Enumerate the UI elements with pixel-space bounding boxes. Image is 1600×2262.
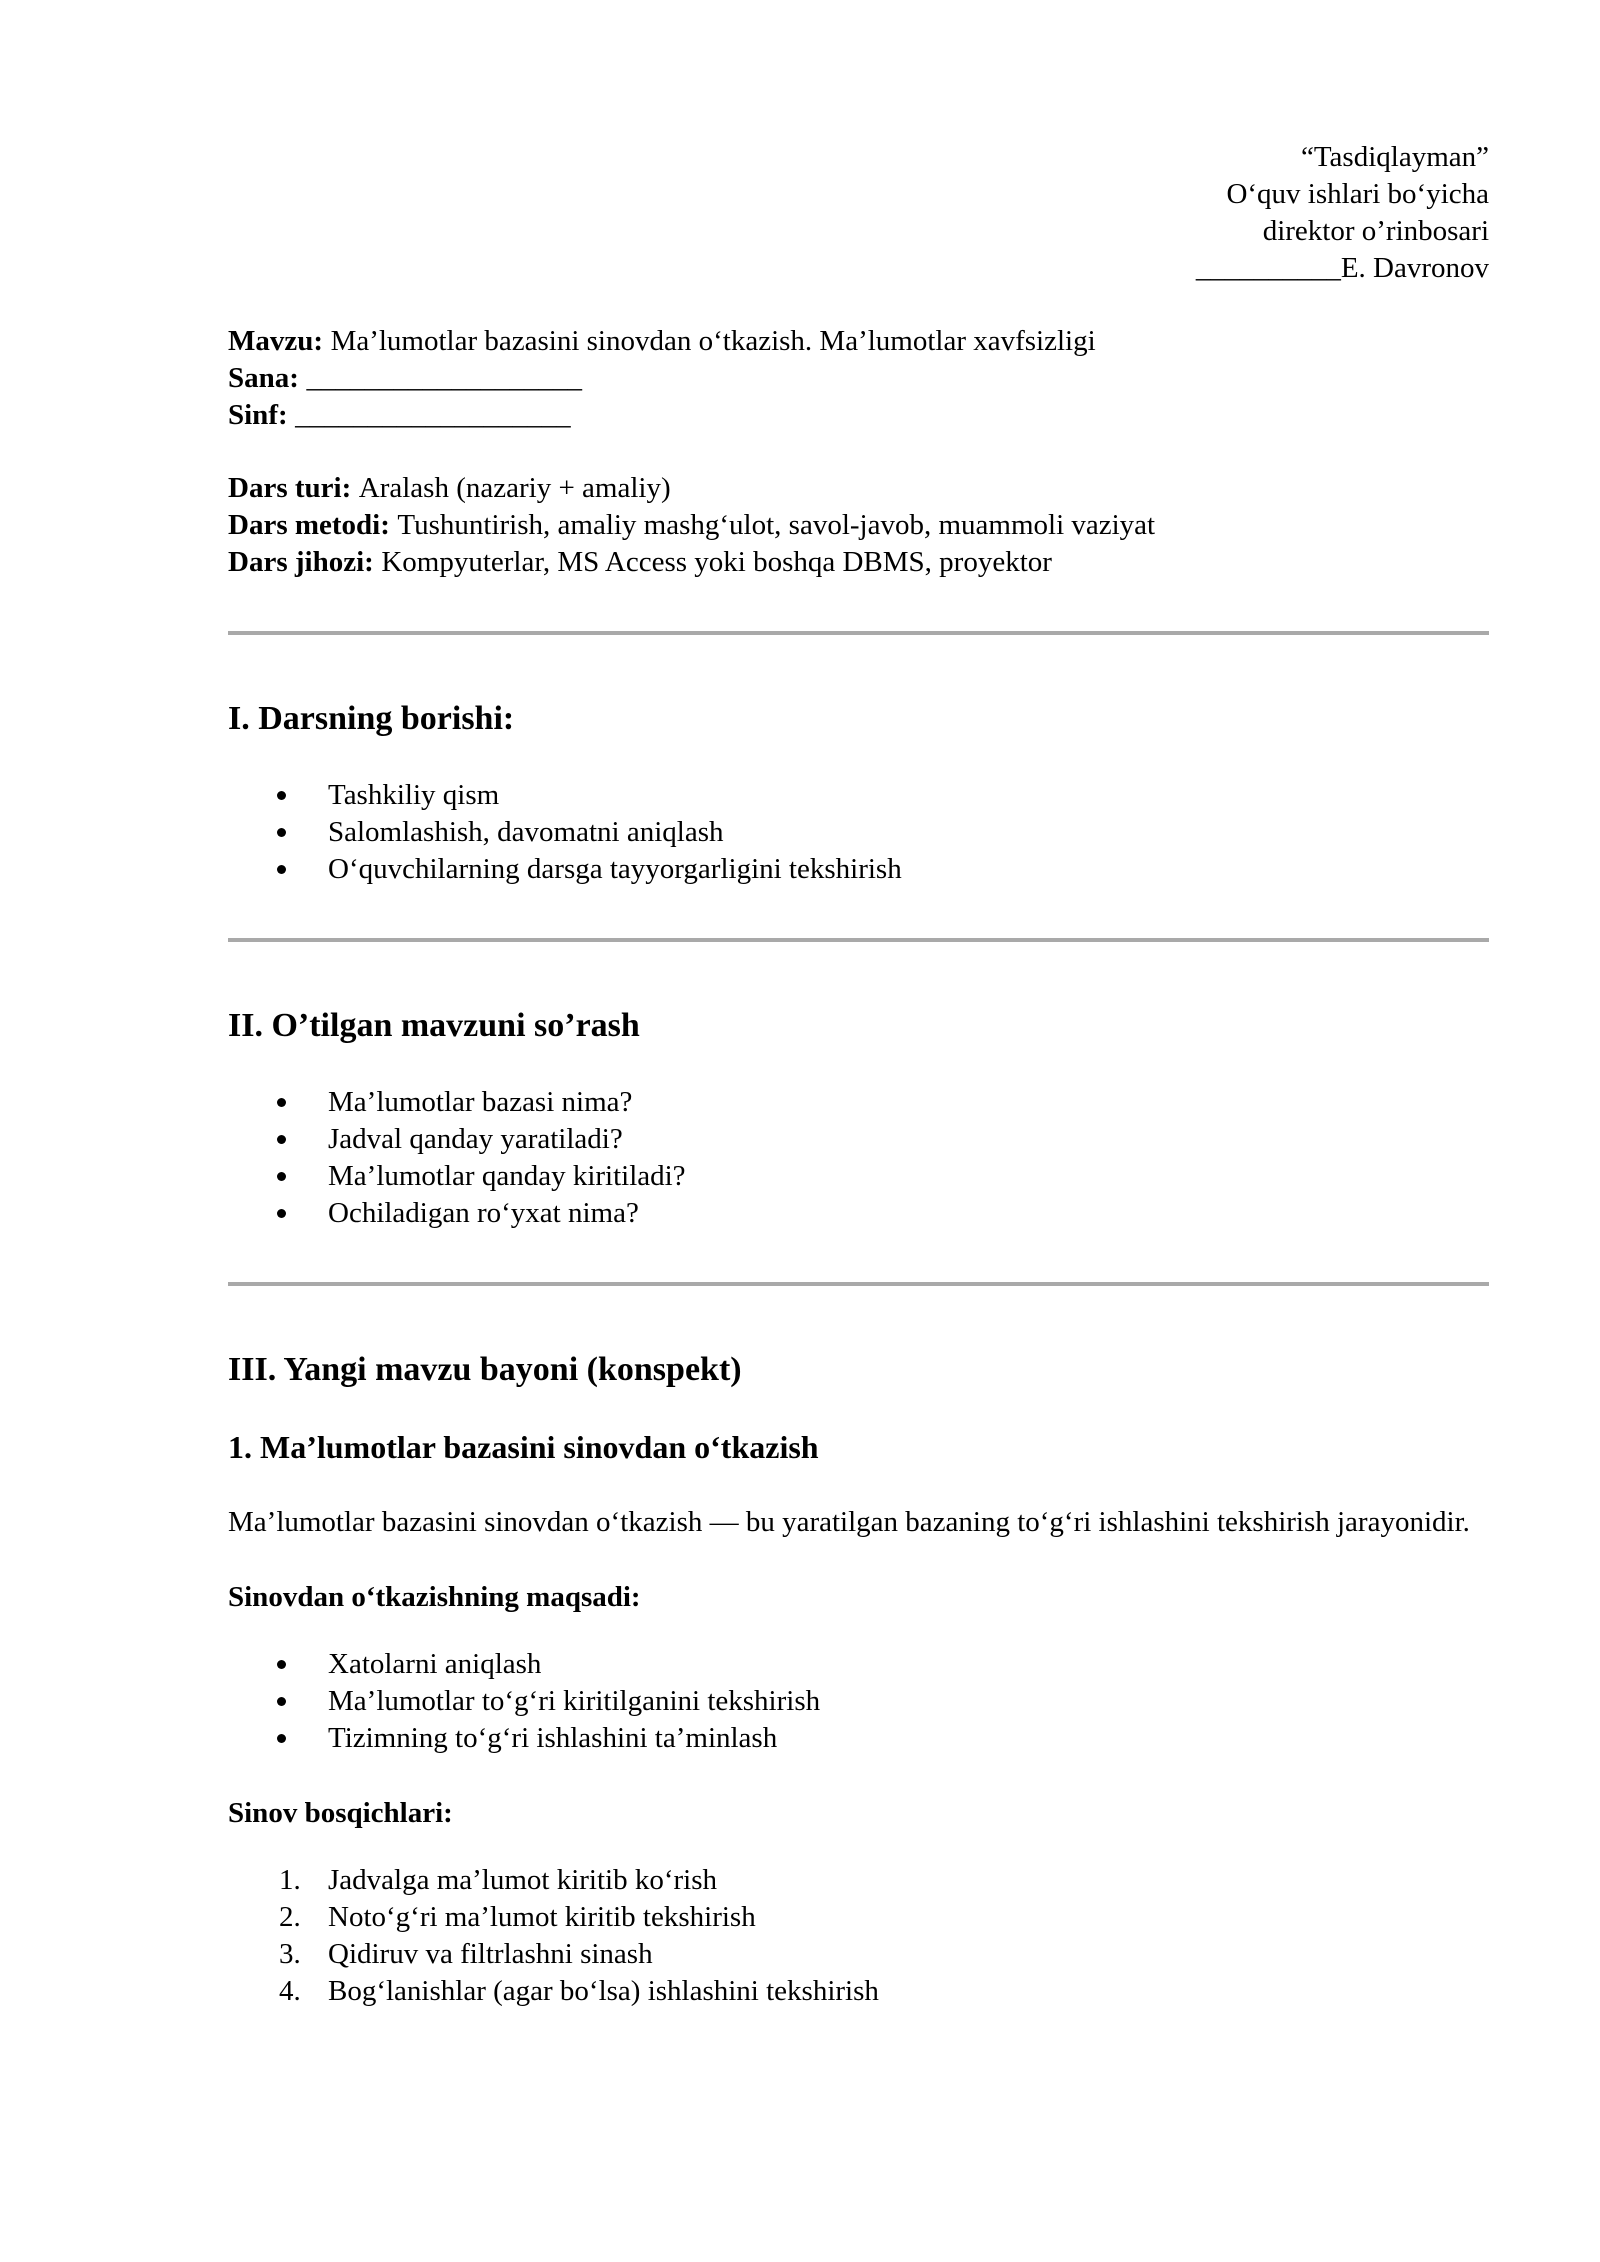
lesson-equipment-row (228, 544, 1489, 581)
list-item: Salomlashish, davomatni aniqlash (228, 814, 1489, 851)
section-divider-2 (228, 938, 1489, 942)
list-item: Bog‘lanishlar (agar bo‘lsa) ishlashini tekshirish (328, 1975, 879, 2007)
section-1-list (228, 777, 1489, 888)
approval-block (228, 139, 1489, 287)
lesson-method-value: Tushuntirish, amaliy mashg‘ulot, savol-javob, muammoli vaziyat (397, 509, 1156, 541)
list-item: Qidiruv va filtrlashni sinash (328, 1938, 653, 1970)
meta-block (228, 323, 1489, 434)
list-item: Ma’lumotlar qanday kiritiladi? (228, 1158, 1489, 1195)
section-3-subheading: 1. Ma’lumotlar bazasini sinovdan o‘tkazish (228, 1429, 819, 1465)
list-item: Jadvalga ma’lumot kiritib ko‘rish (328, 1864, 718, 1896)
class-row (228, 397, 1489, 434)
class-label: Sinf: (228, 399, 288, 431)
list-item: Ochiladigan ro‘yxat nima? (228, 1195, 1489, 1232)
stages-list (228, 1862, 1489, 2010)
approval-line-3: direktor o’rinbosari (1262, 215, 1489, 247)
lesson-method-label: Dars metodi: (228, 509, 390, 541)
list-item: Ma’lumotlar to‘g‘ri kiritilganini tekshirish (228, 1683, 1489, 1720)
date-blank: ___________________ (306, 362, 582, 394)
list-item: Xatolarni aniqlash (228, 1646, 1489, 1683)
list-item: Noto‘g‘ri ma’lumot kiritib tekshirish (328, 1901, 756, 1933)
goals-heading: Sinovdan o‘tkazishning maqsadi: (228, 1581, 641, 1613)
lesson-equipment-value: Kompyuterlar, MS Access yoki boshqa DBMS, proyektor (381, 546, 1052, 578)
date-label: Sana: (228, 362, 299, 394)
lesson-type-value: Aralash (nazariy + amaliy) (358, 472, 671, 504)
section-2-heading: II. O’tilgan mavzuni so’rash (228, 1007, 640, 1044)
stages-heading: Sinov bosqichlari: (228, 1797, 453, 1829)
signature-blank: __________ (1195, 252, 1341, 284)
list-item: Ma’lumotlar bazasi nima? (228, 1084, 1489, 1121)
list-item: Jadval qanday yaratiladi? (228, 1121, 1489, 1158)
signature-name: E. Davronov (1340, 252, 1489, 284)
section-2-list (228, 1084, 1489, 1232)
list-item: O‘quvchilarning darsga tayyorgarligini tekshirish (228, 851, 1489, 888)
section-1-heading: I. Darsning borishi: (228, 700, 515, 737)
date-row (228, 360, 1489, 397)
section-3-paragraph: Ma’lumotlar bazasini sinovdan o‘tkazish — bu yaratilgan bazaning to‘g‘ri ishlashini tekshirish jarayonidir. (228, 1506, 1470, 1538)
list-item: Tashkiliy qism (228, 777, 1489, 814)
class-blank: ___________________ (295, 399, 571, 431)
signature-line (228, 250, 1489, 287)
goals-list (228, 1646, 1489, 1757)
topic-row (228, 323, 1489, 360)
topic-value: Ma’lumotlar bazasini sinovdan o‘tkazish. Ma’lumotlar xavfsizligi (330, 325, 1096, 357)
lesson-equipment-label: Dars jihozi: (228, 546, 374, 578)
lesson-method-row (228, 507, 1489, 544)
section-divider-3 (228, 1282, 1489, 1286)
approval-line-1: “Tasdiqlayman” (1300, 141, 1489, 173)
list-item: Tizimning to‘g‘ri ishlashini ta’minlash (228, 1720, 1489, 1757)
lesson-type-row (228, 470, 1489, 507)
lesson-info-block (228, 470, 1489, 581)
section-3-heading: III. Yangi mavzu bayoni (konspekt) (228, 1351, 742, 1388)
section-divider-1 (228, 631, 1489, 635)
topic-label: Mavzu: (228, 325, 324, 357)
lesson-type-label: Dars turi: (228, 472, 352, 504)
approval-line-2: O‘quv ishlari bo‘yicha (1226, 178, 1489, 210)
